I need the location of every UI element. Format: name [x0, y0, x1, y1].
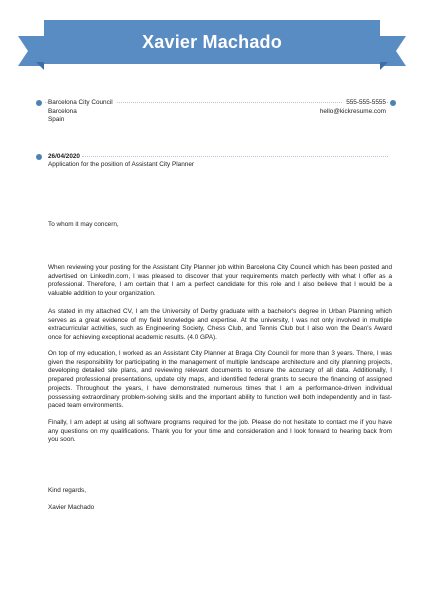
recipient-address — [48, 99, 116, 125]
signature-name: Xavier Machado — [48, 504, 95, 511]
body-paragraph: When reviewing your posting for the Assistant City Planner job within Barcelona City Council which has been posted and advertised on LinkedIn.com, I was pleased to discover that your requirements match perfectly with what I offer as a professional. Therefore, I am certain that I am a perfect candidate for this role and I also believe that I would be a valuable addition to your organization. — [48, 264, 392, 298]
phone-number: 555-555-5555 — [343, 99, 386, 108]
body-paragraph: Finally, I am adept at using all software programs required for the job. Please do not hesitate to contact me if you have any questions on my qualifications. Thank you for your time and consideration and I look forward to hearing back from you soon. — [48, 419, 392, 444]
recipient-line: Barcelona — [48, 107, 77, 115]
contact-bullet-icon — [390, 100, 396, 106]
applicant-name: Xavier Machado — [142, 31, 282, 52]
ribbon-right-tail — [380, 36, 406, 66]
date-bullet-icon — [36, 154, 42, 160]
ribbon-left-tail — [18, 36, 44, 66]
body-paragraph: As stated in my attached CV, I am the University of Derby graduate with a bachelor's degree in Urban Planning which serves as a great evidence of my field knowledge and expertise. At the university, I was not only involved in multiple extracurricular activities, such as Engineering Society, Chess Club, and Tennis Club but I also won the Dean's Award once for achieving exceptional academic results. (4.0 GPA). — [48, 308, 392, 342]
recipient-line: Spain — [48, 116, 65, 124]
salutation: To whom it may concern, — [48, 221, 119, 228]
recipient-line: Barcelona City Council — [48, 99, 116, 108]
body-paragraph: On top of my education, I worked as an Assistant City Planner at Braga City Council for more than 3 years. There, I was given the responsibility for participating in the management of multiple landscape architecture and city planning projects, developing detailed site plans, and reviewing relevant documents to ensure the accuracy of all data. Additionally, I prepared professional presentations, update city maps, and identified federal grants to secure the financing of assigned projects. Throughout the years, I have demonstrated numerous times that I am a performance-driven individual possessing extraordinary problem-solving skills and the important ability to function well both independently and in fast-paced team environments. — [48, 350, 392, 410]
letter-date: 26/04/2020 — [48, 153, 80, 160]
closing: Kind regards, — [48, 487, 87, 494]
email-address: hello@kickresume.com — [319, 107, 386, 115]
recipient-bullet-icon — [36, 100, 42, 106]
contact-info — [320, 99, 386, 116]
date-divider — [82, 156, 388, 157]
letter-subject: Application for the position of Assistant City Planner — [48, 161, 194, 168]
